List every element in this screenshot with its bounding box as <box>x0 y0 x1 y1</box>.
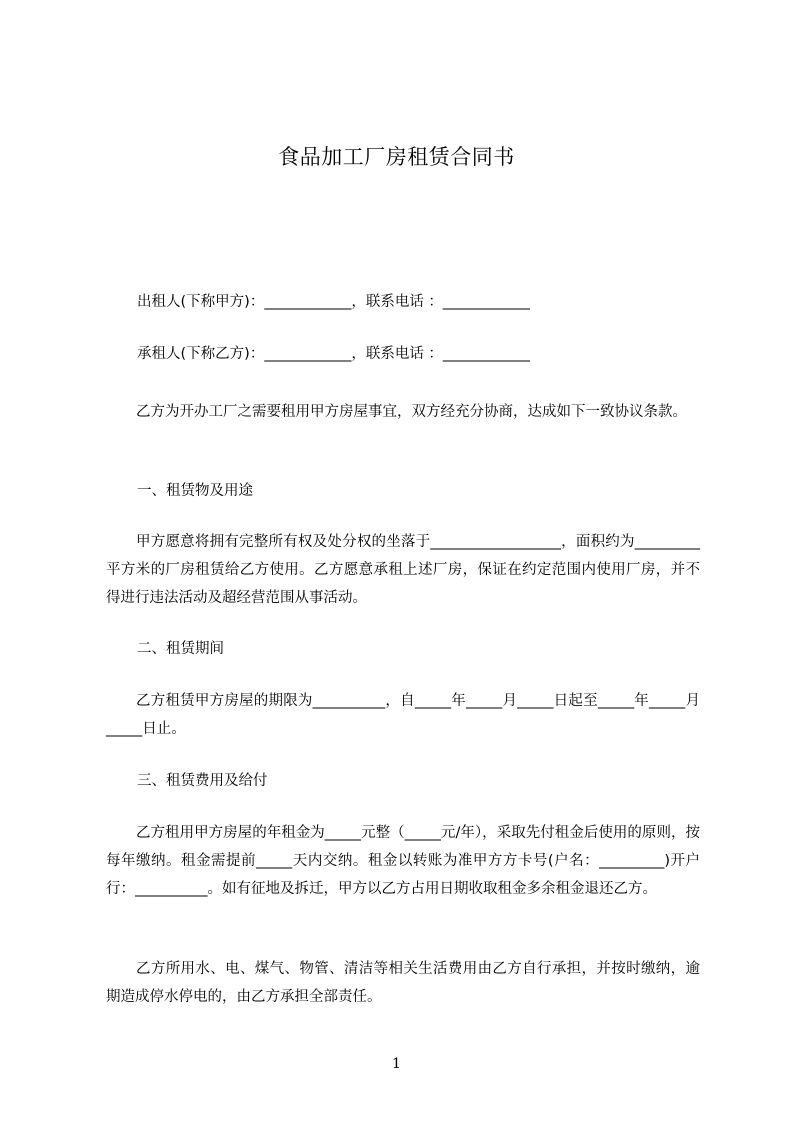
section-3-heading: 三、租赁费用及给付 <box>137 773 268 789</box>
document-title: 食品加工厂房租赁合同书 <box>278 145 515 169</box>
section-2-paragraph: 乙方租赁甲方房屋的期限为__________，自_____年_____月_____日起至_____年_____月_____日止。 <box>106 693 700 737</box>
lessee-line: 承租人(下称乙方)：____________，联系电话 ：____________ <box>137 346 530 362</box>
section-1-heading: 一、租赁物及用途 <box>137 483 253 499</box>
section-2-heading: 二、租赁期间 <box>137 641 224 657</box>
page-number: 1 <box>392 1056 401 1072</box>
preamble-paragraph: 乙方为开办工厂之需要租用甲方房屋事宜，双方经充分协商，达成如下一致协议条款。 <box>136 404 687 420</box>
section-1-paragraph: 甲方愿意将拥有完整所有权及处分权的坐落于__________________，面积约为_________平方米的厂房租赁给乙方使用。乙方愿意承租上述厂房，保证在约定范围内使用厂房，并不得进行违法活动及超经营范围从事活动。 <box>106 534 700 606</box>
section-3-paragraph-1: 乙方租用甲方房屋的年租金为_____元整（_____元/年），采取先付租金后使用的原则，按每年缴纳。租金需提前_____天内交纳。租金以转账为准甲方方卡号(户名：_________)开户行：__________。如有征地及拆迁，甲方以乙方占用日期收取租金多余租金退还乙方。 <box>106 825 700 897</box>
lessor-line: 出租人(下称甲方)：____________，联系电话 ：____________ <box>137 294 530 310</box>
section-3-paragraph-2: 乙方所用水、电、煤气、物管、清洁等相关生活费用由乙方自行承担，并按时缴纳，逾期造成停水停电的，由乙方承担全部责任。 <box>106 961 700 1005</box>
